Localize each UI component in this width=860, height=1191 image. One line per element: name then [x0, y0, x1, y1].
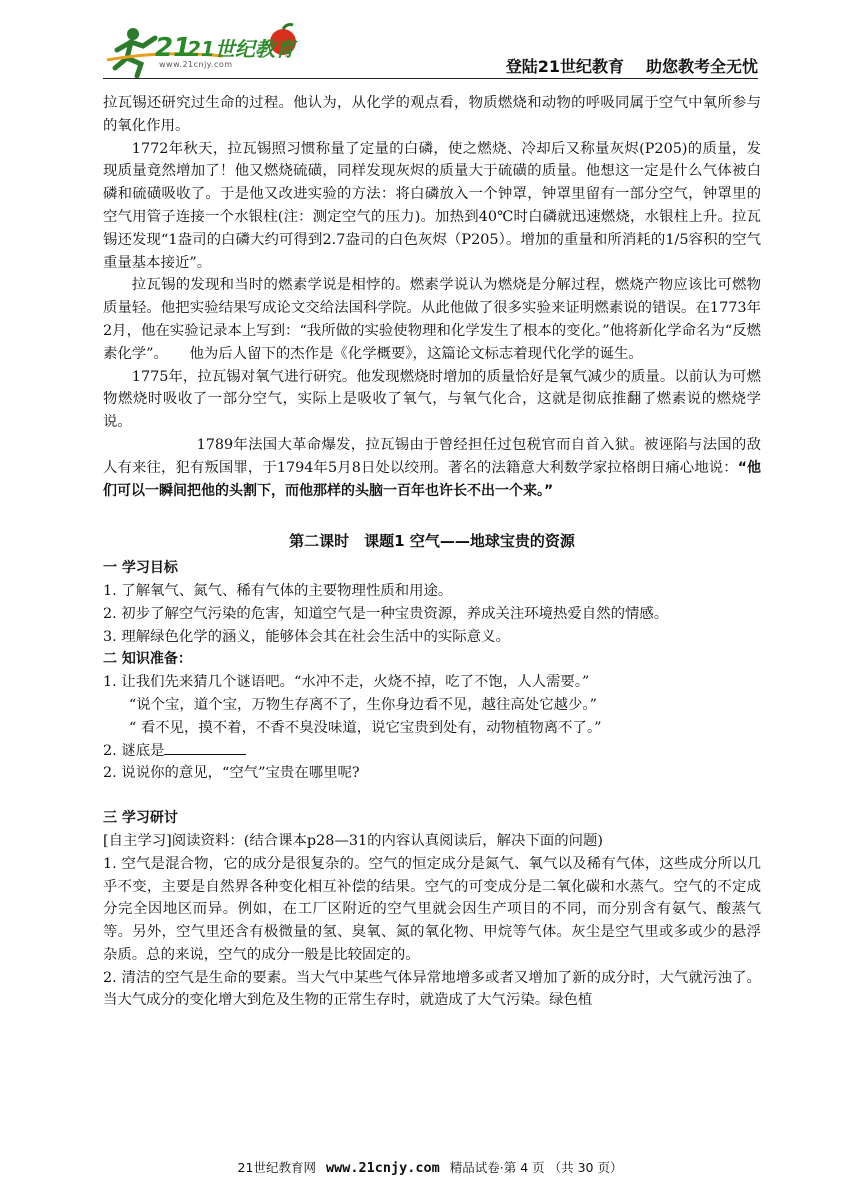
paragraph-3: 拉瓦锡的发现和当时的燃素学说是相悖的。燃素学说认为燃烧是分解过程，燃烧产物应该比可燃物质量轻。他把实验结果写成论文交给法国科学院。从此他做了很多实验来证明燃素说的错误。在1773年2月，他在实验记录本上写到：“我所做的实验使物理和化学发生了根本的变化。”他将新化学命名为“反燃素化学”。 他为后人留下的杰作是《化学概要》，这篇论文标志着现代化学的诞生。	[103, 277, 761, 362]
paragraph-1: 拉瓦锡还研究过生命的过程。他认为，从化学的观点看，物质燃烧和动物的呼吸同属于空气中氧所参与的氧化作用。	[103, 95, 761, 134]
reading-item-1: 1. 空气是混合物，它的成分是很复杂的。空气的恒定成分是氮气、氧气以及稀有气体，这些成分所以几乎不变，主要是自然界各种变化相互补偿的结果。空气的可变成分是二氧化碳和水蒸气。空气的不定成分完全因地区而异。例如，在工厂区附近的空气里就会因生产项目的不同，而分别含有氨气、酸蒸气等。另外，空气里还含有极微量的氢、臭氧、氮的氧化物、甲烷等气体。灰尘是空气里或多或少的悬浮杂质。总的来说，空气的成分一般是比较固定的。	[103, 855, 761, 963]
page-footer	[0, 1158, 860, 1176]
paragraph-2: 1772年秋天，拉瓦锡照习惯称量了定量的白磷，使之燃烧、冷却后又称量灰烬(P205)的质量，发现质量竟然增加了！他又燃烧硫磺，同样发现灰烬的质量大于硫磺的质量。他想这一定是什么气体被白磷和硫磺吸收了。于是他又改进实验的方法：将白磷放入一个钟罩，钟罩里留有一部分空气，钟罩里的空气用管子连接一个水银柱(注：测定空气的压力)。加热到40℃时白磷就迅速燃烧，水银柱上升。拉瓦锡还发现“1盎司的白磷大约可得到2.7盎司的白色灰烬（P205）。增加的重量和所消耗的1/5容积的空气重量基本接近”。	[103, 140, 761, 271]
logo-site-url: www.21cnjy.com	[159, 60, 233, 69]
prep-answer	[103, 740, 761, 763]
answer-blank[interactable]	[164, 740, 246, 755]
goal-item: 2. 初步了解空气污染的危害，知道空气是一种宝贵资源，养成关注环境热爱自然的情感。	[103, 605, 669, 622]
heading-study: 三 学习研讨	[103, 810, 178, 827]
prep-riddle-2: “说个宝，道个宝，万物生存离不了，生你身边看不见，越往高处它越少。”	[128, 696, 597, 713]
prep-answer-label: 2. 谜底是	[103, 742, 165, 759]
header-divider	[103, 78, 758, 79]
reading-instruction: [自主学习]阅读资料：(结合课本p28—31的内容认真阅读后，解决下面的问题)	[103, 832, 604, 849]
footer-url[interactable]: www.21cnjy.com	[325, 1160, 440, 1176]
heading-knowledge-prep: 二 知识准备：	[103, 651, 192, 668]
goal-item: 3. 理解绿色化学的涵义，能够体会其在社会生活中的实际意义。	[103, 628, 510, 645]
prep-riddle-1: 1. 让我们先来猜几个谜语吧。“水冲不走，火烧不掉，吃了不饱，人人需要。”	[103, 674, 590, 691]
lagrange-quote: “他们可以一瞬间把他的头割下，而他那样的头脑一百年也许长不出一个来。”	[103, 459, 761, 499]
reading-item-2: 2. 清洁的空气是生命的要素。当大气中某些气体异常地增多或者又增加了新的成分时，大气就污浊了。当大气成分的变化增大到危及生物的正常生存时，就造成了大气污染。绿色植	[103, 969, 761, 1009]
paragraph-5	[103, 434, 761, 502]
footer-site: 21世纪教育网	[237, 1160, 316, 1175]
prep-riddle-3: “ 看不见，摸不着，不香不臭没味道，说它宝贵到处有，动物植物离不了。”	[128, 719, 602, 736]
runner-logo-icon	[103, 20, 303, 80]
svg-text:21: 21	[155, 33, 192, 63]
document-body	[103, 92, 761, 1012]
footer-page: 精品试卷·第 4 页 （共 30 页）	[449, 1160, 623, 1175]
svg-text:21世纪教育: 21世纪教育	[187, 37, 295, 61]
site-logo[interactable]	[103, 20, 303, 80]
paragraph-5-text: 1789年法国大革命爆发，拉瓦锡由于曾经担任过包税官而自首入狱。被诬陷与法国的敌人有来往，犯有叛国罪，于1794年5月8日处以绞刑。著名的法籍意大利数学家拉格朗日痛心地说：	[103, 436, 761, 476]
header-slogan	[506, 54, 758, 77]
heading-learning-goals: 一 学习目标	[103, 560, 178, 577]
slogan-right: 助您教考全无忧	[645, 57, 758, 76]
paragraph-4: 1775年，拉瓦锡对氧气进行研究。他发现燃烧时增加的质量恰好是氧气减少的质量。以前认为可燃物燃烧时吸收了一部分空气，实际上是吸收了氧气，与氧气化合，这就是彻底推翻了燃素说的燃烧学说。	[103, 368, 761, 431]
goal-item: 1. 了解氧气、氮气、稀有气体的主要物理性质和用途。	[103, 582, 453, 599]
prep-question: 2. 说说你的意见，“空气”宝贵在哪里呢?	[103, 765, 360, 782]
page-header	[103, 20, 758, 82]
slogan-left: 登陆21世纪教育	[505, 57, 624, 76]
section-title: 第二课时 课题1 空气——地球宝贵的资源	[289, 532, 575, 551]
